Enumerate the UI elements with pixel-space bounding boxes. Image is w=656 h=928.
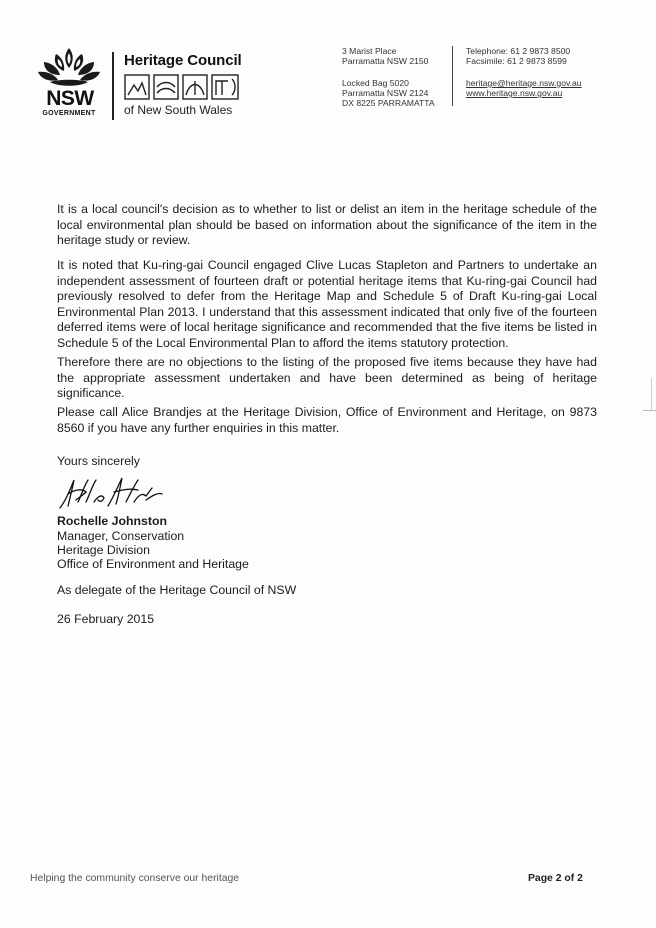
delegate-line: As delegate of the Heritage Council of NSW [57, 583, 297, 597]
scan-edge-mark [643, 410, 656, 411]
body-paragraph: It is a local council's decision as to whether to list or delist an item in the heritage schedule of the local environmental plan should be based on information about the significance of the item in the heritage study or review. [57, 202, 597, 248]
government-label: GOVERNMENT [42, 110, 96, 117]
address-line: 3 Marist Place [342, 46, 397, 56]
heritage-panels-icon [124, 73, 240, 101]
phone-fax [466, 46, 570, 66]
closing: Yours sincerely [57, 454, 140, 468]
telephone: Telephone: 61 2 9873 8500 [466, 46, 571, 56]
signatory-name: Rochelle Johnston [57, 514, 167, 528]
footer-tagline: Helping the community conserve our heritage [30, 873, 240, 884]
council-title: Heritage Council [124, 52, 242, 69]
letterhead-divider [112, 52, 114, 120]
signatory-office: Office of Environment and Heritage [57, 557, 249, 571]
email-link[interactable]: heritage@heritage.nsw.gov.au [466, 78, 582, 88]
street-address [342, 46, 428, 66]
body-paragraph: It is noted that Ku-ring-gai Council engaged Clive Lucas Stapleton and Partners to undertake an independent assessment of fourteen draft or potential heritage items that Ku-ring-gai Council had previously resolved to defer from the Heritage Map and Schedule 5 of Draft Ku-ring-gai Local Environmental Plan 2013. I understand that this assessment indicated that only five of the fourteen deferred items were of local heritage significance and recommended that the five items be listed in Schedule 5 of the Local Environmental Plan to afford the items statutory protection. [57, 258, 597, 350]
body-paragraph: Please call Alice Brandjes at the Heritage Division, Office of Environment and Heritage, on 9873 8560 if you have any further enquiries in this matter. [57, 405, 597, 435]
website-link[interactable]: www.heritage.nsw.gov.au [466, 88, 563, 98]
contact-divider [452, 46, 453, 106]
address-line: Parramatta NSW 2124 [342, 88, 429, 98]
waratah-icon [34, 44, 104, 88]
nsw-government-logo [34, 44, 104, 120]
council-subtitle: of New South Wales [124, 103, 233, 117]
handwritten-signature [56, 472, 166, 514]
facsimile: Facsimile: 61 2 9873 8599 [466, 56, 567, 66]
address-line: Parramatta NSW 2150 [342, 56, 429, 66]
contact-links [466, 78, 582, 98]
signatory-division: Heritage Division [57, 543, 150, 557]
postal-address [342, 78, 435, 108]
nsw-wordmark: NSW [46, 87, 94, 110]
letter-date: 26 February 2015 [57, 612, 155, 626]
body-paragraph: Therefore there are no objections to the listing of the proposed five items because they have had the appropriate assessment undertaken and have been determined as being of heritage significance. [57, 355, 597, 401]
signatory-position: Manager, Conservation [57, 529, 185, 543]
page-number: Page 2 of 2 [528, 873, 583, 884]
address-line: Locked Bag 5020 [342, 78, 409, 88]
address-line: DX 8225 PARRAMATTA [342, 98, 435, 108]
scan-edge-mark [651, 378, 652, 410]
